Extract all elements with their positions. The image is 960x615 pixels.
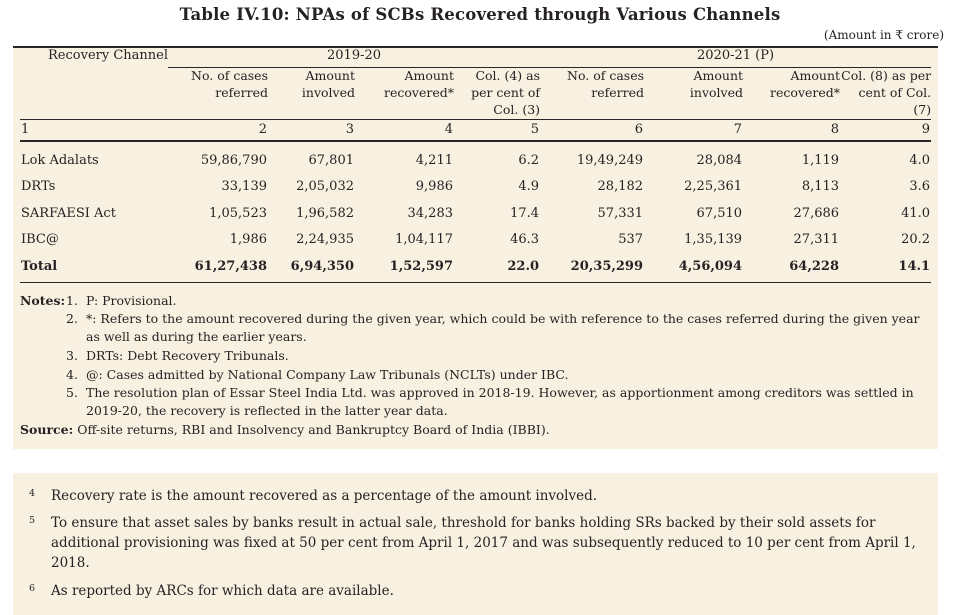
cell-value: 64,228 — [743, 252, 840, 282]
year-group-2020-21 — [540, 48, 931, 68]
cell-value: 2,24,935 — [296, 232, 354, 248]
footnote-text: Recovery rate is the amount recovered as a percentage of the amount involved. — [51, 487, 598, 504]
col-number: 6 — [540, 119, 644, 141]
table-row-drts — [20, 173, 931, 200]
cell-value: 1,04,117 — [395, 232, 453, 248]
table-row-lok-adalats — [20, 141, 931, 173]
year-header-row — [20, 48, 931, 68]
cell-value: 41.0 — [901, 205, 931, 221]
col-header-amount-involved-1: Amount involved — [301, 68, 355, 100]
source-text: Off-site returns, RBI and Insolvency and Bankruptcy Board of India (IBBI). — [77, 421, 550, 437]
footnote-number: 4 — [29, 487, 36, 499]
year-group-2019-20 — [168, 48, 540, 68]
col-header-pct-2: Col. (8) as per cent of Col. (7) — [841, 68, 932, 117]
cell-value: 1,986 — [229, 232, 267, 248]
cell-value: 6.2 — [518, 152, 540, 168]
note-text: P: Provisional. — [86, 292, 177, 308]
notes-section — [20, 283, 931, 449]
cell-value: 14.1 — [840, 252, 931, 282]
notes-label: Notes: — [20, 292, 66, 308]
cell-value: 4,56,094 — [644, 252, 743, 282]
column-number-row — [20, 119, 931, 141]
cell-value: 1,05,523 — [209, 205, 267, 221]
cell-value: 3.6 — [909, 179, 931, 195]
source-line — [20, 421, 931, 439]
cell-value: 1,119 — [801, 152, 840, 168]
row-label: SARFAESI Act — [21, 205, 116, 221]
cell-value: 17.4 — [510, 205, 540, 221]
table-row-sarfaesi — [20, 199, 931, 226]
cell-value: 20.2 — [901, 232, 931, 248]
note-text: The resolution plan of Essar Steel India Ltd. was approved in 2018-19. However, as apportionment among creditors was settled in 2019-20, the recovery is reflected in the latter year data. — [86, 385, 914, 419]
row-label: Lok Adalats — [21, 152, 99, 168]
cell-value: 4,211 — [415, 152, 453, 168]
footnote-item — [23, 486, 928, 506]
footnote-item — [23, 513, 928, 574]
cell-value: 22.0 — [454, 252, 540, 282]
footnote-panel — [13, 473, 938, 615]
cell-value: 67,510 — [696, 205, 743, 221]
cell-value: 20,35,299 — [540, 252, 644, 282]
note-item — [20, 366, 931, 384]
cell-value: 1,96,582 — [296, 205, 354, 221]
col-header-cases-referred-1: No. of cases referred — [191, 68, 268, 100]
col-number: 5 — [454, 119, 540, 141]
cell-value: 34,283 — [407, 205, 453, 221]
col-header-cases-referred-2: No. of cases referred — [567, 68, 645, 100]
col-number: 8 — [743, 119, 840, 141]
cell-value: 27,686 — [793, 205, 840, 221]
footnote-number: 5 — [29, 514, 36, 526]
table-title: Table IV.10: NPAs of SCBs Recovered through Various Channels — [179, 5, 781, 24]
row-label: IBC@ — [21, 232, 59, 248]
col-header-amount-recovered-1: Amount recovered* — [384, 68, 454, 100]
note-number: 1. — [66, 292, 78, 308]
note-number: 3. — [66, 347, 78, 363]
year-label-2019-20: 2019-20 — [168, 48, 540, 68]
table-row-ibc — [20, 226, 931, 253]
unit-note: (Amount in ₹ crore) — [823, 28, 944, 42]
year-label-2020-21: 2020-21 (P) — [540, 48, 931, 68]
table-panel — [13, 46, 938, 449]
note-number: 5. — [66, 385, 78, 401]
col-header-amount-recovered-2: Amount recovered* — [770, 68, 841, 100]
cell-value: 46.3 — [510, 232, 540, 248]
cell-value: 28,182 — [597, 179, 644, 195]
note-item — [20, 310, 931, 346]
panel-gap — [0, 449, 960, 473]
cell-value: 8,113 — [801, 179, 840, 195]
footnote-text: To ensure that asset sales by banks result in actual sale, threshold for banks holding SRs backed by their sold assets for additional provisioning was fixed at 50 per cent from April 1, 2017 and was subsequently reduced to 10 per cent from April 1, 2018. — [51, 514, 916, 572]
footnote-number: 6 — [29, 582, 36, 594]
cell-value: 6,94,350 — [268, 252, 355, 282]
row-label: Total — [20, 252, 168, 282]
cell-value: 61,27,438 — [168, 252, 268, 282]
col-number: 1 — [20, 119, 168, 141]
cell-value: 4.0 — [909, 152, 931, 168]
note-text: DRTs: Debt Recovery Tribunals. — [86, 347, 289, 363]
cell-value: 59,86,790 — [200, 152, 267, 168]
col-number: 9 — [840, 119, 931, 141]
cell-value: 27,311 — [793, 232, 840, 248]
note-item — [20, 347, 931, 365]
cell-value: 19,49,249 — [576, 152, 644, 168]
cell-value: 33,139 — [221, 179, 267, 195]
cell-value: 2,05,032 — [296, 179, 354, 195]
cell-value: 57,331 — [597, 205, 644, 221]
col-header-pct-1: Col. (4) as per cent of Col. (3) — [471, 68, 541, 117]
source-label: Source: — [20, 421, 74, 437]
note-number: 4. — [66, 366, 78, 382]
cell-value: 537 — [618, 232, 644, 248]
footnote-item — [23, 581, 928, 601]
col-number: 7 — [644, 119, 743, 141]
cell-value: 67,801 — [308, 152, 354, 168]
col-number: 4 — [355, 119, 454, 141]
note-item — [20, 292, 931, 310]
cell-value: 2,25,361 — [684, 179, 743, 195]
cell-value: 1,35,139 — [684, 232, 743, 248]
col-header-amount-involved-2: Amount involved — [689, 68, 744, 100]
cell-value: 9,986 — [415, 179, 453, 195]
footnote-text: As reported by ARCs for which data are available. — [51, 582, 394, 599]
col-number: 2 — [168, 119, 268, 141]
cell-value: 4.9 — [518, 179, 540, 195]
note-item — [20, 384, 931, 420]
col-number: 3 — [268, 119, 355, 141]
row-label: DRTs — [21, 179, 56, 195]
table-row-total — [20, 252, 931, 282]
note-number: 2. — [66, 311, 78, 327]
recovery-channel-header: Recovery Channel — [48, 48, 168, 63]
cell-value: 1,52,597 — [355, 252, 454, 282]
npa-recovery-table — [20, 48, 931, 283]
note-text: *: Refers to the amount recovered during the given year, which could be with reference to the cases referred during the given year as well as during the earlier years. — [86, 311, 920, 345]
note-text: @: Cases admitted by National Company Law Tribunals (NCLTs) under IBC. — [86, 366, 569, 382]
cell-value: 28,084 — [696, 152, 743, 168]
